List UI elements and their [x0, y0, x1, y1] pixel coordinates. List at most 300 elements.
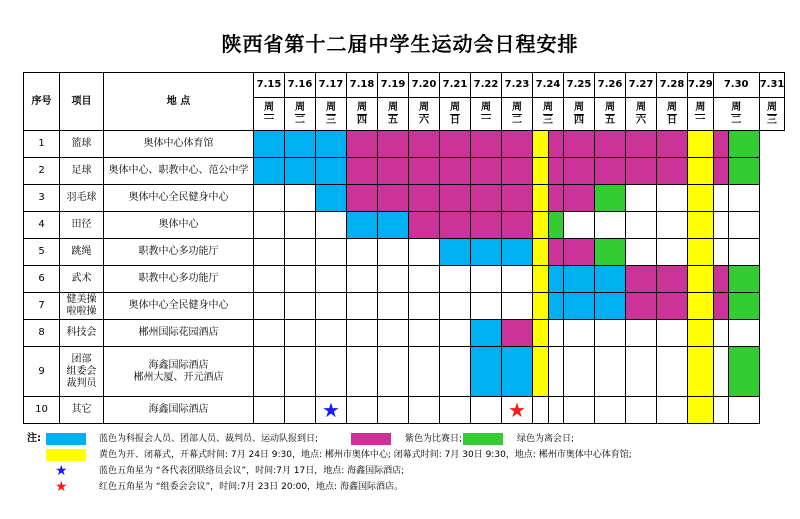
schedule-cell [471, 397, 502, 424]
schedule-cell [549, 131, 564, 158]
schedule-cell [316, 347, 347, 397]
schedule-cell [713, 185, 728, 212]
schedule-cell [502, 293, 533, 320]
place-line: 郴州大厦、开元酒店 [133, 371, 224, 383]
schedule-cell [254, 397, 285, 424]
weekday-bottom: 五 [388, 114, 398, 126]
schedule-cell [595, 347, 626, 397]
schedule-cell [728, 185, 759, 212]
green-swatch [463, 433, 503, 445]
schedule-cell [409, 320, 440, 347]
red-star-note: 红色五角星为 “组委会会议”，时间:7月 23日 20:00，地点: 海鑫国际酒店。 [99, 482, 403, 492]
weekday-top: 周 [450, 101, 460, 113]
row-item [60, 131, 104, 158]
schedule-cell [347, 347, 378, 397]
row-place [104, 397, 254, 424]
schedule-cell [626, 347, 657, 397]
schedule-cell [347, 293, 378, 320]
schedule-cell [533, 320, 549, 347]
schedule-cell [378, 266, 409, 293]
row-place [104, 239, 254, 266]
legend-row-3 [27, 464, 787, 478]
schedule-cell [440, 320, 471, 347]
schedule-cell [688, 131, 714, 158]
schedule-cell [549, 185, 564, 212]
schedule-cell [728, 397, 759, 424]
schedule-cell [549, 397, 564, 424]
schedule-cell [728, 212, 759, 239]
row-place [104, 266, 254, 293]
schedule-cell [688, 320, 714, 347]
schedule-cell [502, 131, 533, 158]
schedule-cell [564, 293, 595, 320]
schedule-cell [254, 158, 285, 185]
schedule-cell [626, 239, 657, 266]
weekday-4 [378, 98, 409, 131]
schedule-cell [285, 239, 316, 266]
schedule-cell [533, 397, 549, 424]
schedule-cell [626, 293, 657, 320]
schedule-cell [657, 239, 688, 266]
schedule-cell [728, 239, 759, 266]
schedule-cell [688, 347, 714, 397]
place-line: 郴州国际花园酒店 [138, 327, 219, 338]
row-place [104, 131, 254, 158]
schedule-cell [657, 293, 688, 320]
schedule-cell [626, 185, 657, 212]
weekday-top: 周 [481, 101, 491, 113]
table-row [24, 266, 785, 293]
schedule-cell [657, 212, 688, 239]
schedule-cell [595, 293, 626, 320]
schedule-cell [626, 320, 657, 347]
blue-star-icon: ★ [322, 397, 340, 422]
item-line: 裁判员 [66, 377, 97, 389]
schedule-cell [254, 320, 285, 347]
schedule-cell [285, 266, 316, 293]
row-place [104, 347, 254, 397]
schedule-cell [316, 266, 347, 293]
weekday-top: 周 [605, 101, 615, 113]
schedule-cell [316, 397, 347, 424]
page-title: 陕西省第十二届中学生运动会日程安排 [221, 32, 579, 56]
date-15: 7.30 [713, 73, 759, 98]
row-item [60, 239, 104, 266]
row-no: 4 [24, 212, 60, 239]
schedule-cell [347, 158, 378, 185]
row-item [60, 212, 104, 239]
purple-note: 紫色为比赛日; [405, 434, 463, 444]
date-header-row [24, 73, 785, 98]
row-item [60, 158, 104, 185]
weekday-top: 周 [512, 101, 522, 113]
place-line: 职教中心多功能厅 [138, 246, 219, 257]
item-line: 跳绳 [71, 246, 92, 257]
schedule-cell [564, 397, 595, 424]
schedule-cell [713, 397, 728, 424]
schedule-cell [254, 131, 285, 158]
schedule-cell [728, 131, 759, 158]
weekday-11 [595, 98, 626, 131]
date-13: 7.28 [657, 73, 688, 98]
schedule-cell [564, 131, 595, 158]
header-no: 序号 [24, 73, 60, 131]
schedule-cell [502, 347, 533, 397]
row-no: 1 [24, 131, 60, 158]
schedule-cell [347, 212, 378, 239]
weekday-7 [471, 98, 502, 131]
weekday-bottom: 四 [574, 114, 584, 126]
row-item [60, 320, 104, 347]
schedule-cell [285, 397, 316, 424]
schedule-cell [564, 266, 595, 293]
schedule-cell [254, 266, 285, 293]
table-row [24, 397, 785, 424]
schedule-cell [564, 158, 595, 185]
schedule-cell [533, 293, 549, 320]
row-item [60, 185, 104, 212]
weekday-16 [759, 98, 785, 131]
schedule-cell [409, 131, 440, 158]
weekday-10 [564, 98, 595, 131]
item-line: 足球 [71, 165, 92, 176]
purple-swatch [351, 433, 391, 445]
date-5: 7.20 [409, 73, 440, 98]
schedule-cell [316, 293, 347, 320]
schedule-cell [347, 266, 378, 293]
schedule-cell [657, 320, 688, 347]
schedule-cell [595, 397, 626, 424]
schedule-cell [728, 320, 759, 347]
place-line: 奥体中心体育馆 [143, 138, 214, 149]
schedule-cell [471, 185, 502, 212]
schedule-cell [316, 185, 347, 212]
schedule-cell [471, 347, 502, 397]
schedule-cell [409, 185, 440, 212]
row-no: 7 [24, 293, 60, 320]
schedule-cell [713, 347, 728, 397]
schedule-cell [549, 347, 564, 397]
blue-swatch [46, 433, 86, 445]
weekday-bottom: 一 [264, 114, 274, 126]
weekday-5 [409, 98, 440, 131]
schedule-cell [254, 212, 285, 239]
schedule-cell [728, 158, 759, 185]
table-row [24, 239, 785, 266]
weekday-6 [440, 98, 471, 131]
item-line: 其它 [71, 404, 92, 415]
weekday-bottom: 三 [543, 114, 553, 126]
weekday-bottom: 三 [326, 114, 336, 126]
schedule-cell [564, 185, 595, 212]
weekday-bottom: 二 [512, 114, 522, 126]
weekday-8 [502, 98, 533, 131]
schedule-cell [378, 347, 409, 397]
row-no: 6 [24, 266, 60, 293]
schedule-cell [626, 397, 657, 424]
schedule-cell [316, 212, 347, 239]
red-star-icon: ★ [55, 479, 68, 495]
weekday-bottom: 二 [295, 114, 305, 126]
weekday-top: 周 [295, 101, 305, 113]
date-1: 7.16 [285, 73, 316, 98]
schedule-cell [688, 397, 714, 424]
schedule-cell [533, 212, 549, 239]
row-place [104, 293, 254, 320]
item-line: 田径 [71, 219, 92, 230]
schedule-cell [316, 239, 347, 266]
schedule-cell [713, 158, 728, 185]
schedule-cell [471, 266, 502, 293]
schedule-cell [595, 320, 626, 347]
table-row [24, 212, 785, 239]
row-item [60, 397, 104, 424]
schedule-cell [409, 266, 440, 293]
weekday-14 [688, 98, 714, 131]
schedule-cell [502, 397, 533, 424]
schedule-cell [502, 158, 533, 185]
schedule-cell [440, 212, 471, 239]
header-item: 项目 [60, 73, 104, 131]
schedule-cell [549, 293, 564, 320]
schedule-cell [409, 293, 440, 320]
date-10: 7.25 [564, 73, 595, 98]
schedule-cell [713, 239, 728, 266]
schedule-cell [347, 239, 378, 266]
schedule-cell [688, 239, 714, 266]
place-line: 海鑫国际酒店 [148, 404, 209, 415]
schedule-cell [378, 185, 409, 212]
row-item [60, 293, 104, 320]
schedule-cell [347, 131, 378, 158]
weekday-0 [254, 98, 285, 131]
schedule-cell [657, 131, 688, 158]
schedule-cell [440, 239, 471, 266]
schedule-cell [549, 158, 564, 185]
place-line: 奥体中心全民健身中心 [128, 192, 229, 203]
schedule-cell [688, 185, 714, 212]
weekday-top: 周 [388, 101, 398, 113]
schedule-cell [657, 266, 688, 293]
weekday-top: 周 [636, 101, 646, 113]
schedule-cell [657, 347, 688, 397]
schedule-cell [688, 266, 714, 293]
weekday-12 [626, 98, 657, 131]
schedule-cell [440, 347, 471, 397]
schedule-cell [626, 131, 657, 158]
schedule-cell [471, 320, 502, 347]
schedule-cell [595, 158, 626, 185]
date-9: 7.24 [533, 73, 564, 98]
schedule-cell [713, 131, 728, 158]
schedule-cell [440, 293, 471, 320]
date-16: 7.31 [759, 73, 785, 98]
schedule-cell [533, 239, 549, 266]
schedule-cell [533, 158, 549, 185]
weekday-top: 周 [326, 101, 336, 113]
schedule-cell [409, 397, 440, 424]
schedule-cell [285, 131, 316, 158]
schedule-cell [285, 212, 316, 239]
row-place [104, 212, 254, 239]
header-place: 地 点 [104, 73, 254, 131]
row-no: 2 [24, 158, 60, 185]
table-row [24, 293, 785, 320]
schedule-cell [502, 239, 533, 266]
schedule-cell [549, 212, 564, 239]
weekday-bottom: 五 [605, 114, 615, 126]
weekday-top: 周 [574, 101, 584, 113]
schedule-cell [440, 397, 471, 424]
legend-row-1 [27, 432, 787, 446]
date-7: 7.22 [471, 73, 502, 98]
schedule-cell [378, 397, 409, 424]
schedule-cell [533, 266, 549, 293]
place-line: 海鑫国际酒店 [148, 359, 209, 371]
schedule-cell [657, 397, 688, 424]
weekday-bottom: 一 [481, 114, 491, 126]
schedule-cell [409, 347, 440, 397]
schedule-cell [378, 239, 409, 266]
date-2: 7.17 [316, 73, 347, 98]
date-6: 7.21 [440, 73, 471, 98]
notes-label: 注: [27, 433, 41, 444]
schedule-cell [564, 239, 595, 266]
weekday-top: 周 [264, 101, 274, 113]
weekday-9 [533, 98, 564, 131]
schedule-cell [285, 320, 316, 347]
schedule-cell [347, 185, 378, 212]
date-8: 7.23 [502, 73, 533, 98]
schedule-cell [564, 347, 595, 397]
date-4: 7.19 [378, 73, 409, 98]
schedule-cell [440, 185, 471, 212]
row-no: 5 [24, 239, 60, 266]
schedule-cell [378, 320, 409, 347]
schedule-cell [549, 266, 564, 293]
green-note: 绿色为离会日; [517, 434, 575, 444]
date-14: 7.29 [688, 73, 714, 98]
place-line: 奥体中心全民健身中心 [128, 300, 229, 311]
weekday-2 [316, 98, 347, 131]
schedule-cell [688, 158, 714, 185]
schedule-cell [502, 320, 533, 347]
schedule-cell [471, 293, 502, 320]
schedule-cell [549, 239, 564, 266]
schedule-cell [409, 239, 440, 266]
schedule-table [23, 72, 785, 424]
table-row [24, 320, 785, 347]
weekday-3 [347, 98, 378, 131]
schedule-cell [347, 397, 378, 424]
item-line: 啦啦操 [66, 306, 97, 317]
schedule-cell [471, 212, 502, 239]
schedule-cell [254, 239, 285, 266]
table-row [24, 347, 785, 397]
blue-star-icon: ★ [55, 463, 68, 479]
weekday-bottom: 日 [667, 114, 677, 126]
schedule-cell [533, 131, 549, 158]
item-line: 科技会 [66, 327, 97, 338]
weekday-15 [713, 98, 759, 131]
date-3: 7.18 [347, 73, 378, 98]
schedule-cell [502, 185, 533, 212]
weekday-13 [657, 98, 688, 131]
place-line: 职教中心多功能厅 [138, 273, 219, 284]
schedule-cell [595, 239, 626, 266]
schedule-cell [595, 266, 626, 293]
weekday-1 [285, 98, 316, 131]
schedule-cell [533, 185, 549, 212]
schedule-cell [549, 320, 564, 347]
item-line: 团部 [71, 353, 92, 365]
table-row [24, 158, 785, 185]
item-line: 组委会 [66, 365, 97, 377]
schedule-cell [713, 212, 728, 239]
weekday-bottom: 六 [419, 114, 429, 126]
schedule-cell [502, 212, 533, 239]
schedule-cell [471, 131, 502, 158]
row-item [60, 266, 104, 293]
schedule-cell [626, 266, 657, 293]
date-11: 7.26 [595, 73, 626, 98]
schedule-cell [378, 212, 409, 239]
weekday-bottom: 六 [636, 114, 646, 126]
schedule-cell [316, 320, 347, 347]
schedule-cell [285, 158, 316, 185]
weekday-bottom: 日 [450, 114, 460, 126]
schedule-cell [471, 158, 502, 185]
place-line: 奥体中心 [158, 219, 199, 230]
row-place [104, 185, 254, 212]
schedule-cell [688, 293, 714, 320]
schedule-cell [728, 347, 759, 397]
weekday-top: 周 [543, 101, 553, 113]
weekday-top: 周 [419, 101, 429, 113]
row-no: 10 [24, 397, 60, 424]
weekday-top: 周 [667, 101, 677, 113]
row-place [104, 158, 254, 185]
weekday-bottom: 三 [767, 114, 778, 126]
blue-note: 蓝色为科报会人员、团部人员、裁判员、运动队报到日; [99, 434, 319, 444]
schedule-cell [595, 185, 626, 212]
schedule-cell [657, 185, 688, 212]
schedule-cell [254, 185, 285, 212]
legend-row-4 [27, 480, 787, 494]
schedule-cell [285, 185, 316, 212]
item-line: 武术 [71, 273, 92, 284]
schedule-cell [657, 158, 688, 185]
yellow-swatch [46, 449, 86, 461]
item-line: 篮球 [71, 138, 92, 149]
schedule-cell [564, 320, 595, 347]
schedule-cell [728, 293, 759, 320]
schedule-cell [595, 131, 626, 158]
schedule-cell [254, 293, 285, 320]
schedule-cell [713, 320, 728, 347]
weekday-top: 周 [357, 101, 367, 113]
schedule-cell [533, 347, 549, 397]
weekday-top: 周 [695, 101, 706, 113]
schedule-cell [688, 212, 714, 239]
schedule-cell [713, 293, 728, 320]
schedule-cell [347, 320, 378, 347]
schedule-cell [595, 212, 626, 239]
weekday-top: 周 [767, 101, 778, 113]
schedule-cell [440, 131, 471, 158]
schedule-cell [378, 293, 409, 320]
schedule-cell [316, 131, 347, 158]
